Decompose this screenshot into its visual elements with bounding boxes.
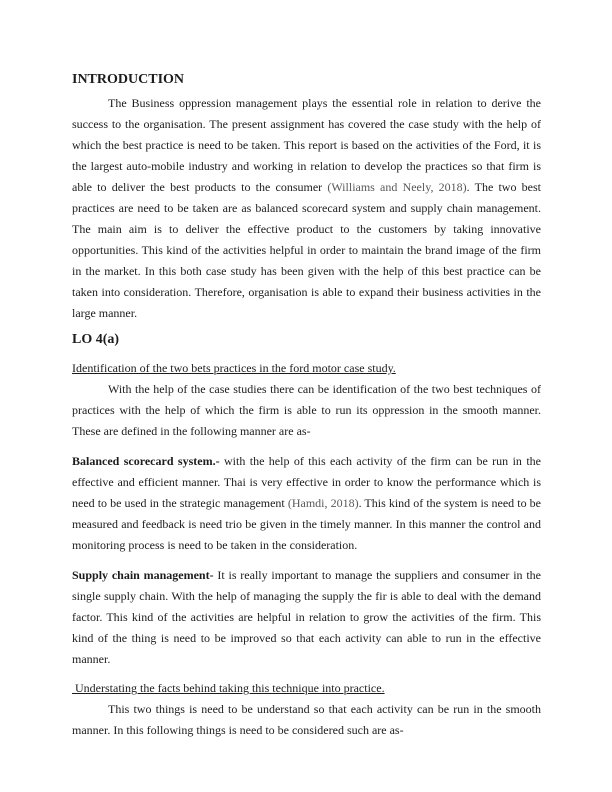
intro-paragraph [72, 93, 541, 324]
citation-williams-neely: (Williams and Neely, 2018) [327, 180, 467, 194]
understating-paragraph: This two things is need to be understand so that each activity can be run in the smooth manner. In this following things is need to be considered such are as- [72, 702, 541, 737]
citation-hamdi: (Hamdi, 2018) [287, 496, 359, 510]
subheading-understating: Understating the facts behind taking this technique into practice. [72, 681, 385, 695]
supply-chain-lead: Supply chain management- [72, 568, 214, 582]
section-heading-introduction: INTRODUCTION [72, 72, 185, 87]
balanced-scorecard-paragraph [72, 451, 541, 556]
subheading-identification: Identification of the two bets practices in the ford motor case study. [72, 361, 396, 375]
balanced-scorecard-text-1: with the help of this each activity of the firm can be run in the effective and efficient manner. Thai is very effective in order to know the performance which is need to be used in the strategic management [72, 454, 541, 510]
supply-chain-paragraph [72, 565, 541, 670]
intro-paragraph-text-2: . The two best practices are need to be taken are as balanced scorecard system and supply chain management. The main aim is to deliver the effective product to the customers by taking innovative opportunities. This kind of the activities helpful in order to maintain the brand image of the firm in the market. In this both case study has been given with the help of this best practice can be taken into consideration. Therefore, organisation is able to expand their business activities in the large manner. [72, 180, 541, 320]
intro-paragraph-text-1: The Business oppression management plays the essential role in relation to derive the success to the organisation. The present assignment has covered the case study with the help of which the best practice is need to be taken. This report is based on the activities of the Ford, it is the largest auto-mobile industry and working in relation to develop the practices so that firm is able to deliver the best products to the consumer [72, 96, 541, 194]
balanced-scorecard-lead: Balanced scorecard system.- [72, 454, 220, 468]
section-heading-lo4a: LO 4(a) [72, 332, 120, 347]
supply-chain-text: It is really important to manage the suppliers and consumer in the single supply chain. With the help of managing the supply the fir is able to deal with the demand factor. This kind of the activities are helpful in relation to grow the activities of the firm. This kind of the thing is need to be improved so that each activity can able to run in the effective manner. [72, 568, 541, 666]
lo4a-intro-paragraph: With the help of the case studies there can be identification of the two best techniques of practices with the help of which the firm is able to run its oppression in the smooth manner. These are defined in the following manner are as- [72, 382, 541, 438]
balanced-scorecard-text-2: . This kind of the system is need to be measured and feedback is need trio be given in the timely manner. In this manner the control and monitoring process is need to be taken in the consideration. [72, 496, 541, 552]
